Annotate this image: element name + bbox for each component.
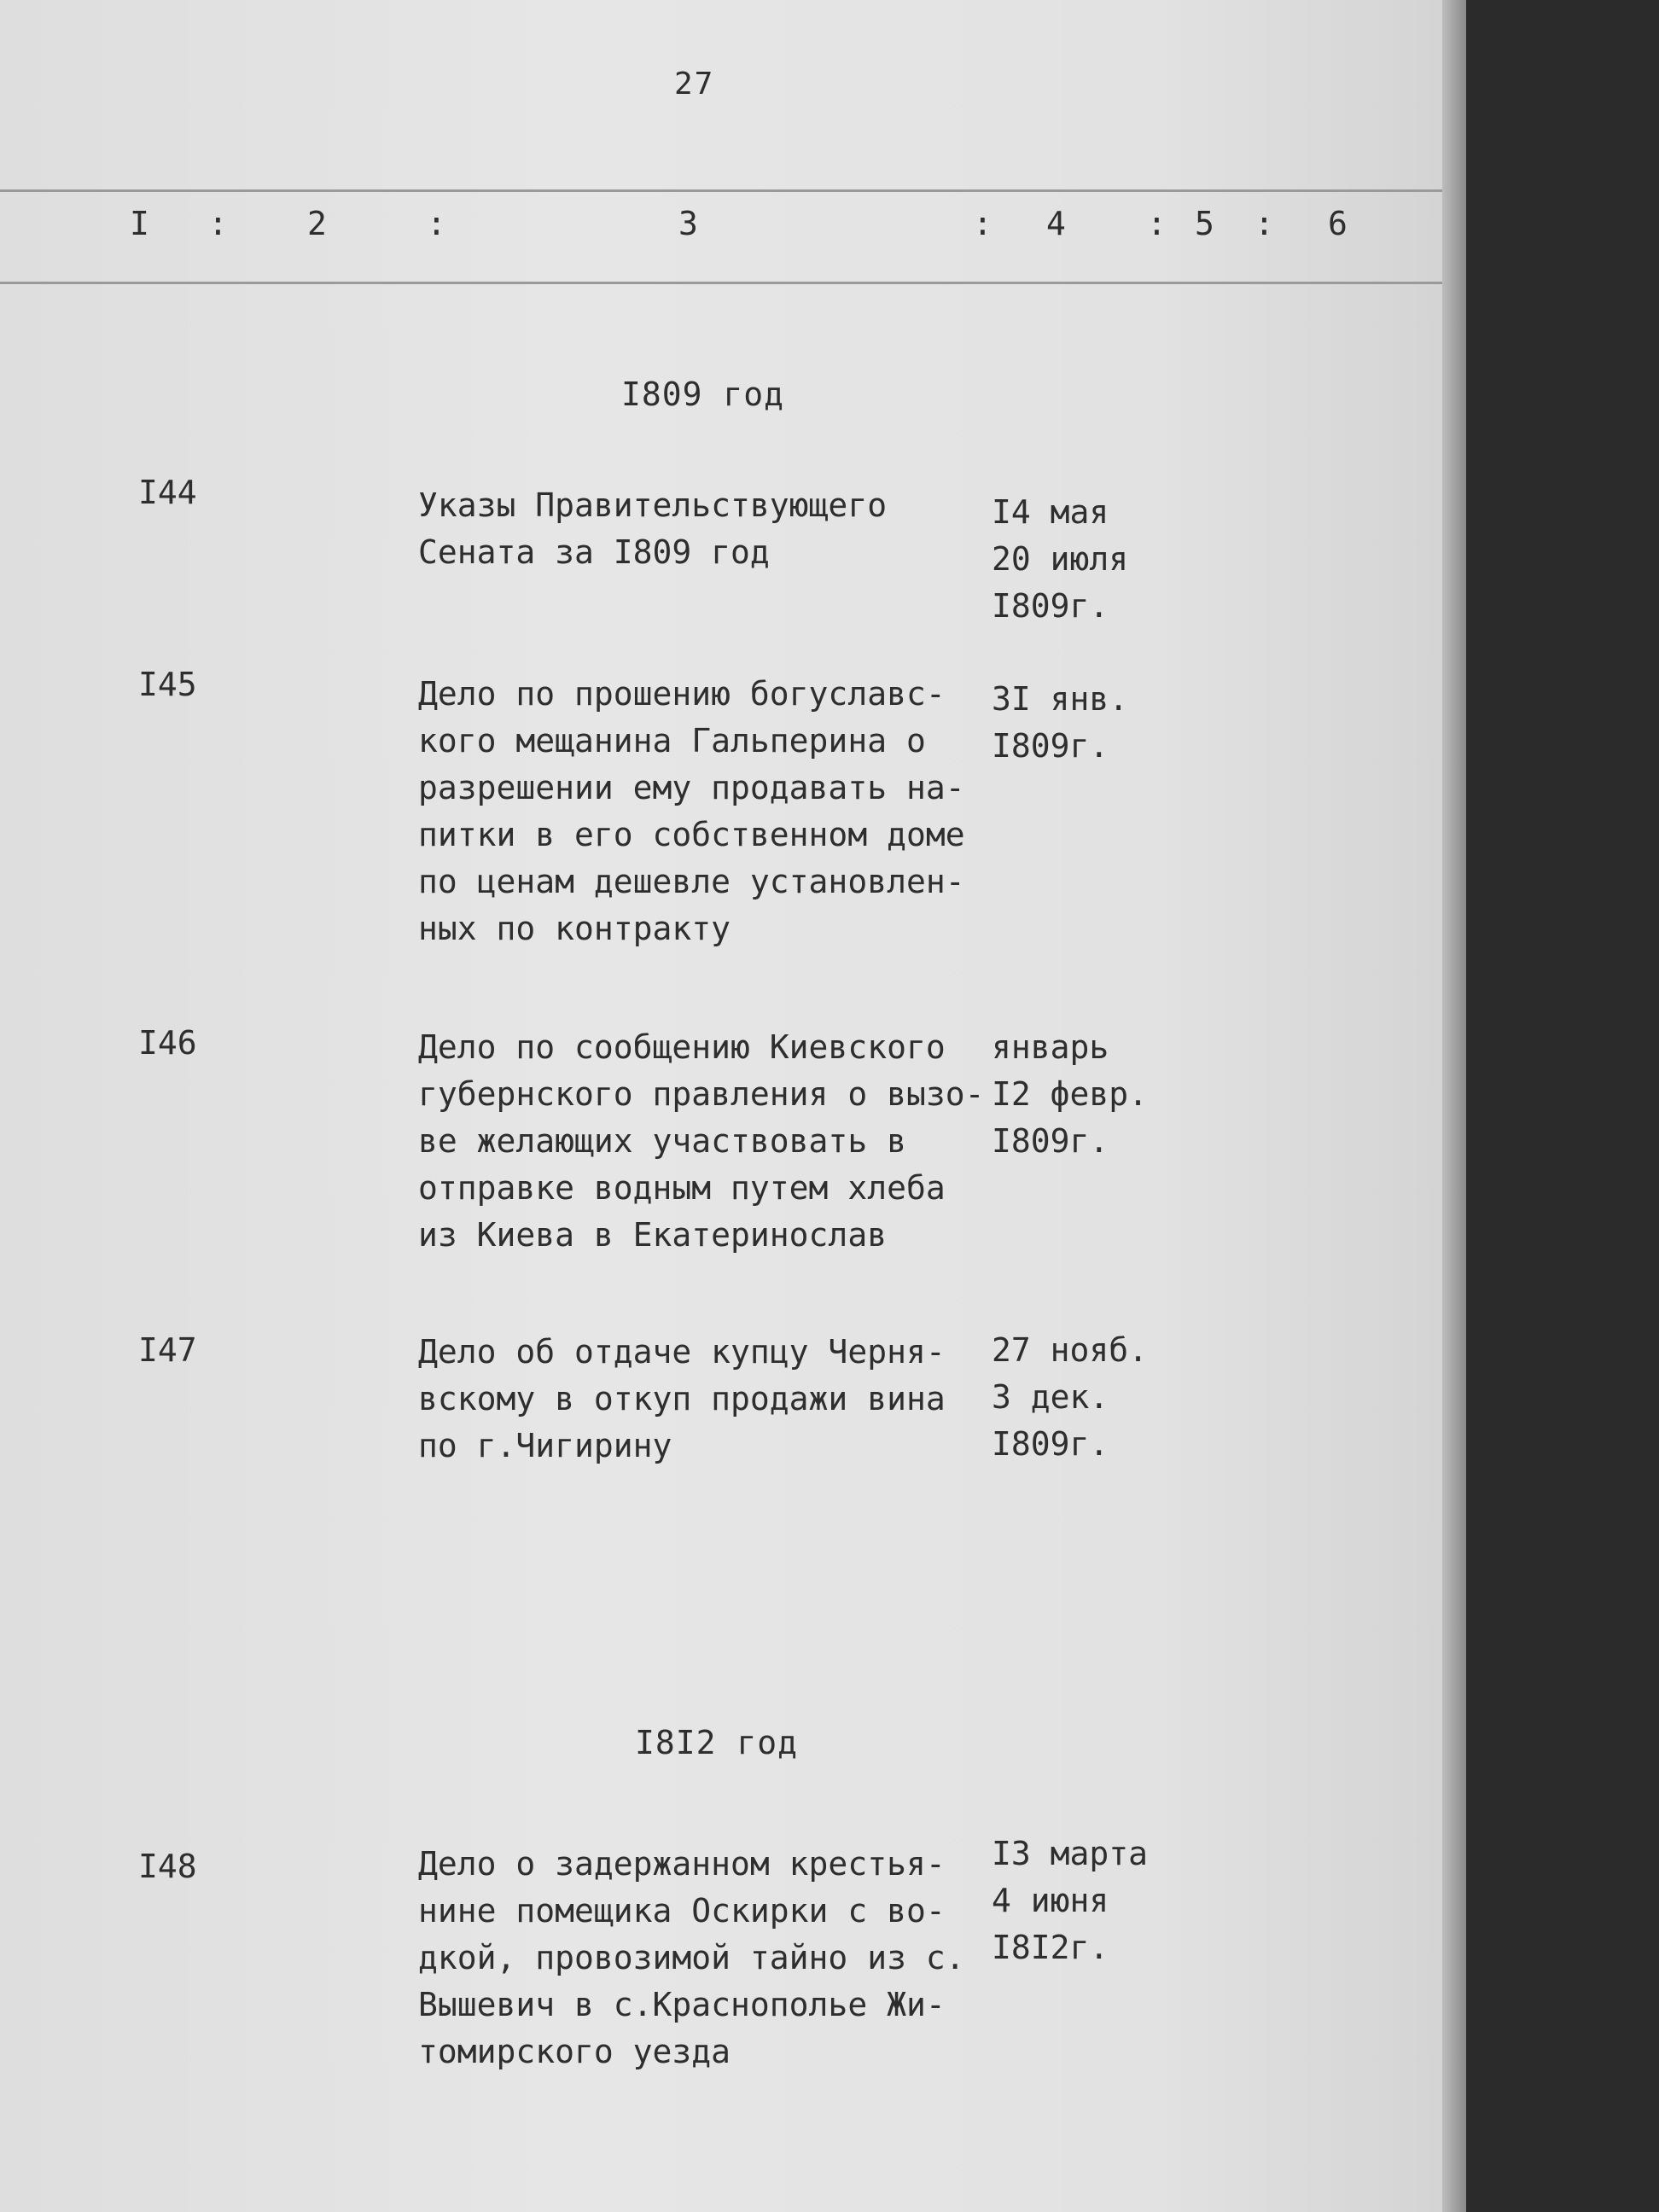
column-separator: : bbox=[1147, 205, 1167, 242]
entry-description: Указы Правительствующего Сената за I809 год bbox=[418, 486, 888, 571]
year-heading: I8I2 год bbox=[635, 1724, 799, 1761]
entry-description: Дело по сообщению Киевского губернского правления о вызо- ве желающих участвовать в отправке водным путем хлеба из Киева в Екатеринослав bbox=[418, 1028, 985, 1254]
entry-number: I48 bbox=[138, 1848, 197, 1885]
entry-number: I46 bbox=[138, 1024, 197, 1062]
year-heading: I809 год bbox=[621, 375, 785, 413]
entry-description: Дело по прошению богуславс- кого мещанина Гальперина о разрешении ему продавать на- питки в его собственном доме по ценам дешевле установлен- ных по контракту bbox=[418, 675, 965, 947]
column-header-2: 2 bbox=[307, 205, 327, 242]
column-header-1: I bbox=[130, 205, 149, 242]
entry-description: Дело об отдаче купцу Черня- вскому в откуп продажи вина по г.Чигирину bbox=[418, 1333, 946, 1464]
entry-dates: январь I2 февр. I809г. bbox=[992, 1028, 1149, 1160]
header-rule-top bbox=[0, 189, 1442, 192]
entry-number: I44 bbox=[138, 474, 197, 511]
column-separator: : bbox=[973, 205, 992, 242]
page-edge bbox=[1442, 0, 1466, 2212]
column-header-4: 4 bbox=[1046, 205, 1066, 242]
entry-dates: 3I янв. I809г. bbox=[992, 680, 1129, 765]
entry-number: I47 bbox=[138, 1331, 197, 1369]
entry-description: Дело о задержанном крестья- нине помещика Оскирки с во- дкой, провозимой тайно из с. Вышевич в с.Краснополье Жи- томирского уезда bbox=[418, 1845, 965, 2070]
header-rule-bottom bbox=[0, 282, 1442, 284]
entry-number: I45 bbox=[138, 666, 197, 703]
entry-dates: 27 нояб. 3 дек. I809г. bbox=[992, 1331, 1149, 1463]
page-number: 27 bbox=[674, 67, 715, 102]
column-header-6: 6 bbox=[1328, 205, 1348, 242]
column-header-3: 3 bbox=[678, 205, 698, 242]
background bbox=[1466, 0, 1659, 2212]
column-separator: : bbox=[1254, 205, 1274, 242]
column-separator: : bbox=[208, 205, 228, 242]
column-header-5: 5 bbox=[1195, 205, 1214, 242]
entry-dates: I3 марта 4 июня I8I2г. bbox=[992, 1835, 1149, 1966]
column-separator: : bbox=[427, 205, 446, 242]
entry-dates: I4 мая 20 июля I809г. bbox=[992, 493, 1129, 625]
